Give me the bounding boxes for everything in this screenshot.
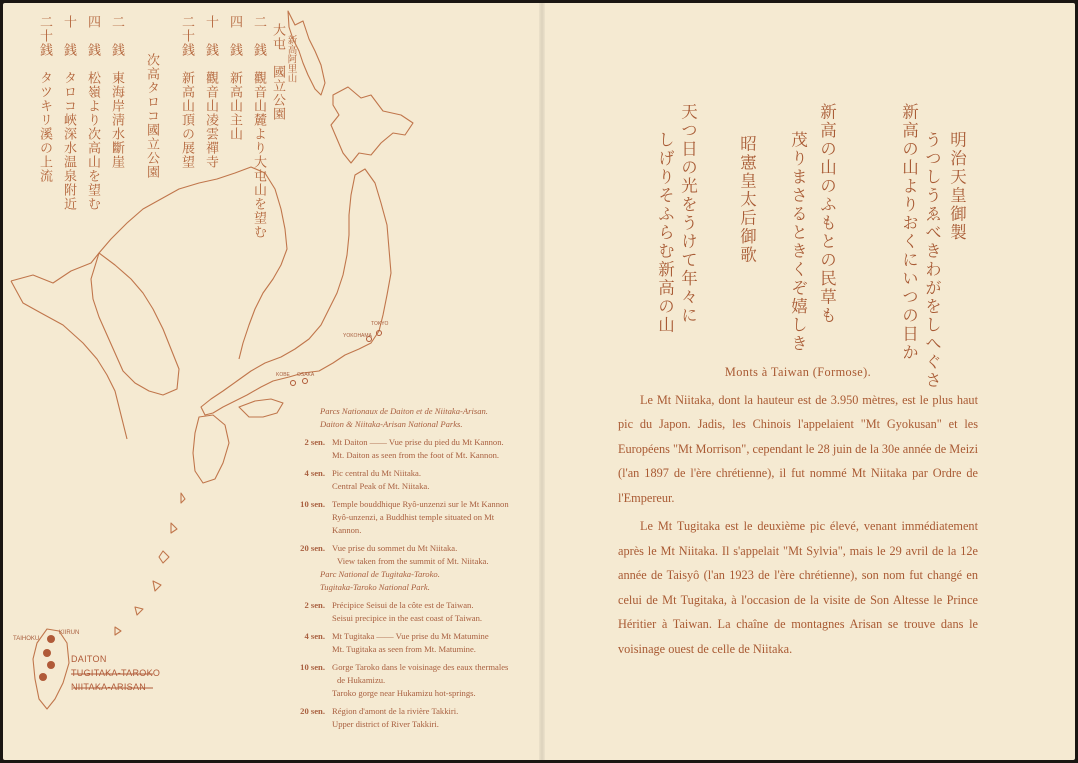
legend-row — [299, 467, 537, 480]
description-paragraph-1: Le Mt Niitaka, dont la hauteur est de 3.950 mètres, est le plus haut pic du Japon. Jadis, les Chinois l'appelaient "Mt Gyokusan" et les Européens "Mt Morrison", cependant le 28 juin de la 30e année de Meizi (l'an 1897 de l'ère chrétienne), il fut nommé Mt Niitaka par Ordre de l'Empereur. — [618, 392, 978, 505]
label-yokohama: YOKOHAMA — [343, 333, 372, 339]
legend-fr: Vue prise du sommet du Mt Niitaka. — [332, 543, 458, 553]
poem-heading-shoken: 昭憲皇太后御歌 — [737, 135, 757, 265]
label-daiton: DAITON — [71, 654, 107, 664]
legend-value: 10 sen. — [300, 662, 325, 672]
ryukyu-5 — [135, 607, 143, 615]
poem-line: うつしうゑべきわがをしへぐさ — [922, 131, 942, 390]
ryukyu-2 — [171, 523, 177, 533]
legend-fr: Région d'amont de la rivière Takkiri. — [332, 706, 459, 716]
legend-row — [299, 542, 537, 555]
park-name-small: 新高阿里山 — [285, 35, 296, 83]
ryukyu-6 — [115, 627, 121, 635]
park-heading-daiton: 大屯 國立公園 — [271, 23, 286, 121]
ryukyu-4 — [153, 581, 161, 591]
legend-value: 2 sen. — [304, 600, 325, 610]
description-text — [618, 360, 978, 661]
legend-row — [299, 630, 537, 643]
legend-en: Upper district of River Takkiri. — [332, 719, 439, 729]
legend-value: 2 sen. — [304, 437, 325, 447]
legend-en: Kannon. — [332, 525, 362, 535]
daiton-dot — [43, 649, 51, 657]
legend-fr: Pic central du Mt Niitaka. — [332, 468, 422, 478]
tugitaka-dot — [47, 661, 55, 669]
label-osaka: OSAKA — [297, 372, 315, 378]
ryukyu-1 — [181, 493, 185, 503]
legend-fr: Mt Daiton —— Vue prise du pied du Mt Kannon. — [332, 437, 504, 447]
folded-sheet — [3, 3, 1075, 760]
kiirun-dot — [47, 635, 55, 643]
legend-en: Mt. Daiton as seen from the foot of Mt. Kannon. — [332, 450, 500, 460]
legend-row — [299, 705, 537, 718]
poem-line: 新高の山よりおくにいつの日か — [899, 103, 919, 362]
poem-line: 新高の山のふもとの民草も — [817, 103, 837, 325]
legend-value: 20 sen. — [300, 543, 325, 553]
legend-fr: Temple bouddhique Ryô-unzenzi sur le Mt Kannon — [332, 499, 509, 509]
mainland-coast-west — [11, 281, 127, 439]
legend-park2-en: Tugitaka-Taroko National Park. — [320, 582, 430, 592]
stamp-line-4: 二十銭 新高山頂の展望 — [180, 15, 195, 169]
legend-row — [299, 498, 537, 511]
poem-heading-meiji: 明治天皇御製 — [947, 131, 967, 242]
korea-outline — [91, 253, 179, 395]
legend-park1-en: Daiton & Niitaka-Arisan National Parks. — [320, 419, 463, 429]
kyushu-outline — [193, 415, 229, 483]
stamp-line-6: 四 銭 松嶺より次高山を望む — [86, 15, 101, 211]
label-tugitaka: TUGITAKA-TAROKO — [71, 668, 161, 678]
label-kobe: KOBE — [276, 372, 290, 378]
label-taihoku: TAIHOKU — [13, 636, 40, 642]
park-heading-tugitaka: 次高タロコ國立公園 — [145, 53, 160, 179]
legend-value: 20 sen. — [300, 706, 325, 716]
legend-fr: Précipice Seisui de la côte est de Taiwan. — [332, 600, 474, 610]
hokkaido-outline — [331, 87, 413, 163]
poem-line: しげりそふらむ新高の山 — [655, 131, 675, 335]
center-fold — [539, 3, 545, 760]
description-paragraph-2: Le Mt Tugitaka est le deuxième pic élevé, venant immédiatement après le Mt Niitaka. Il s'appelait "Mt Sylvia", mais le 29 avril de la 12e année de Taisyô (l'an 1923 de l'ère chrétienne), son nom fut changé en celui de Mt Tugitaka, à l'occasion de la visite de Son Altesse le Prince Héritier à Taiwan. La chaîne de montagnes Arisan se trouve dans le voisinage ouest de celle de Niitaka. — [618, 519, 978, 656]
stamp-line-8: 二十銭 タツキリ溪の上流 — [38, 15, 53, 183]
label-tokyo: TOKYO — [371, 321, 389, 327]
stamp-line-3: 十 銭 觀音山凌雲禪寺 — [204, 15, 219, 169]
stamp-line-2: 四 銭 新高山主山 — [228, 15, 243, 141]
stamp-legend — [299, 405, 537, 731]
stamp-line-5: 二 銭 東海岸淸水斷崖 — [110, 15, 125, 169]
legend-en: Central Peak of Mt. Niitaka. — [332, 481, 430, 491]
legend-row — [299, 661, 537, 674]
label-kiirun: KIIRUN — [59, 630, 80, 636]
osaka-dot — [303, 379, 308, 384]
label-niitaka: NIITAKA-ARISAN — [71, 682, 147, 692]
description-title: Monts à Taiwan (Formose). — [724, 365, 872, 379]
ryukyu-3 — [159, 551, 169, 563]
sakhalin-outline — [288, 11, 325, 95]
legend-fr: Gorge Taroko dans le voisinage des eaux thermales — [332, 662, 509, 672]
mainland-coast — [11, 167, 287, 359]
legend-fr: Mt Tugitaka —— Vue prise du Mt Matumine — [332, 631, 489, 641]
shikoku-outline — [239, 399, 283, 417]
legend-en: View taken from the summit of Mt. Niitaka. — [337, 556, 489, 566]
legend-en: Taroko gorge near Hukamizu hot-springs. — [332, 688, 476, 698]
honshu-outline — [201, 169, 391, 415]
legend-en: de Hukamizu. — [337, 675, 386, 685]
legend-park2-fr: Parc National de Tugitaka-Taroko. — [320, 569, 440, 579]
legend-park1-fr: Parcs Nationaux de Daiton et de Niitaka-Arisan. — [320, 406, 488, 416]
legend-en: Mt. Tugitaka as seen from Mt. Matumine. — [332, 644, 476, 654]
legend-row — [299, 436, 537, 449]
legend-en: Ryô-unzenzi, a Buddhist temple situated on Mt — [332, 512, 495, 522]
kobe-dot — [291, 381, 296, 386]
legend-value: 4 sen. — [304, 468, 325, 478]
legend-row — [299, 599, 537, 612]
legend-value: 10 sen. — [300, 499, 325, 509]
stamp-line-7: 十 銭 タロコ峽深水温泉附近 — [62, 15, 77, 211]
stamp-line-1: 二 銭 觀音山麓より大屯山を望む — [252, 15, 267, 239]
poem-line: 茂りまさるときくぞ嬉しき — [788, 131, 808, 353]
legend-value: 4 sen. — [304, 631, 325, 641]
poem-line: 天つ日の光をうけて年々に — [678, 103, 698, 325]
niitaka-dot — [39, 673, 47, 681]
legend-en: Seisui precipice in the east coast of Taiwan. — [332, 613, 483, 623]
